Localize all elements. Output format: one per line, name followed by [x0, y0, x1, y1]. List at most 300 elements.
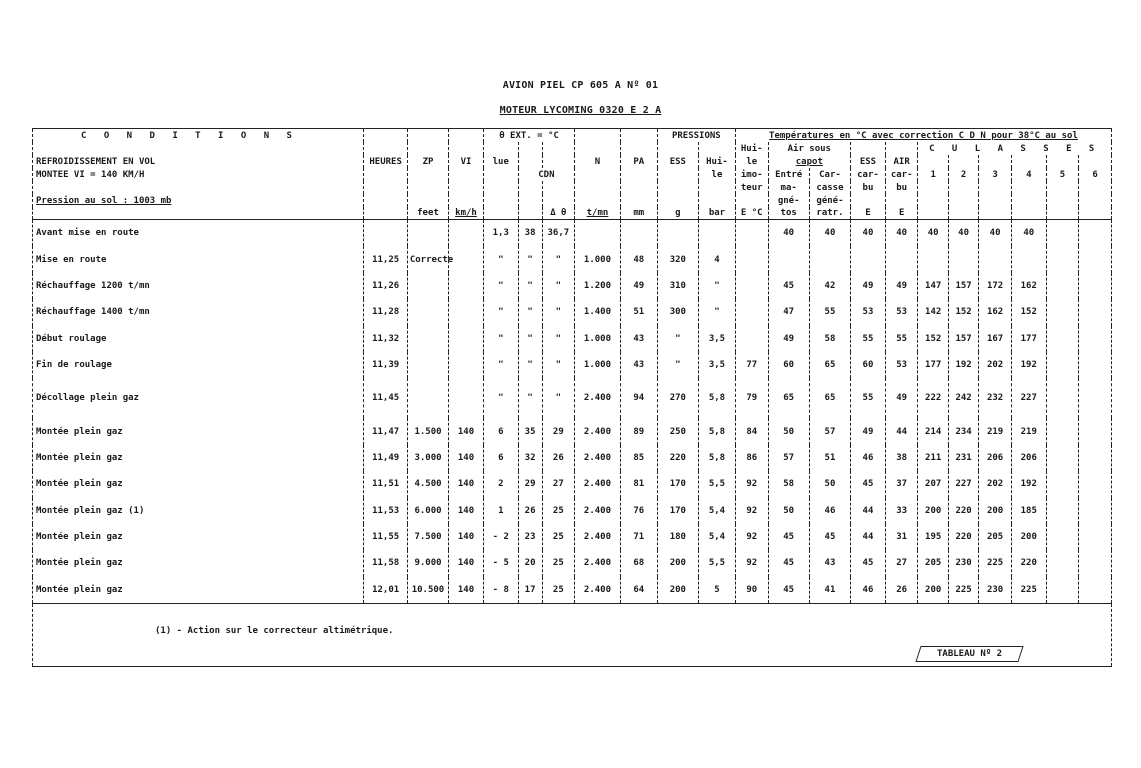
cell-lue: - 8	[483, 577, 518, 604]
cell-ph: 5,8	[699, 418, 736, 444]
cell-ta: 31	[885, 524, 918, 550]
unit-oil-temp	[735, 207, 768, 220]
cyl-5-header: 5	[1046, 168, 1079, 181]
cell-vi: 140	[449, 577, 484, 604]
cell-pa: 85	[620, 445, 657, 471]
cell-h: 11,28	[364, 299, 407, 325]
cell-lue: - 2	[483, 524, 518, 550]
cell-vi: 140	[449, 498, 484, 524]
cell-empty	[1079, 577, 1112, 604]
cell-ae: 50	[768, 498, 809, 524]
cell-d: 29	[542, 418, 575, 444]
cell-c1: 214	[918, 418, 948, 444]
cyl-1-header: 1	[918, 168, 948, 181]
cell-ac: 43	[809, 550, 850, 576]
cell-ta: 55	[885, 326, 918, 352]
cell-pa: 89	[620, 418, 657, 444]
cell-empty	[1079, 326, 1112, 352]
cell-zp: 4.500	[407, 471, 448, 497]
cell-c3: 219	[979, 418, 1012, 444]
cell-pa: 43	[620, 326, 657, 352]
cell-lue: 1	[483, 498, 518, 524]
cell-empty	[1079, 524, 1112, 550]
cell-ac: 51	[809, 445, 850, 471]
cell-cond: Avant mise en route	[33, 220, 364, 247]
cell-cond: Réchauffage 1200 t/mn	[33, 273, 364, 299]
cell-pa: 43	[620, 352, 657, 378]
air-under-cowl-header: Air sous	[768, 142, 851, 155]
cell-ph: 4	[699, 246, 736, 272]
cell-pe: 320	[657, 246, 698, 272]
cell-n: 1.000	[575, 246, 621, 272]
cell-c1: 200	[918, 498, 948, 524]
cell-c2: 152	[948, 299, 978, 325]
cell-c2: 225	[948, 577, 978, 604]
cell-n: 2.400	[575, 550, 621, 576]
cell-cond: Montée plein gaz	[33, 524, 364, 550]
cell-ae: 40	[768, 220, 809, 247]
cell-d: "	[542, 273, 575, 299]
cell-c2: 220	[948, 524, 978, 550]
cell-n: 1.400	[575, 299, 621, 325]
cyl-6-header: 6	[1079, 168, 1112, 181]
cell-lue: 2	[483, 471, 518, 497]
cell-ph: 5,8	[699, 445, 736, 471]
cell-zp: 9.000	[407, 550, 448, 576]
unit-e: E	[740, 208, 747, 218]
cell-lue: 6	[483, 418, 518, 444]
magneto-inlet-header: Entré	[768, 168, 809, 181]
cell-th	[735, 299, 768, 325]
cell-th	[735, 326, 768, 352]
table-row	[33, 299, 1112, 325]
cell-c1: 222	[918, 378, 948, 418]
cell-c2: 40	[948, 220, 978, 247]
cell-lue: "	[483, 326, 518, 352]
cell-cond: Montée plein gaz	[33, 471, 364, 497]
document-title: AVION PIEL CP 605 A Nº 01	[502, 80, 659, 91]
cell-zp	[407, 352, 448, 378]
cell-d: 25	[542, 524, 575, 550]
cell-ph: 3,5	[699, 326, 736, 352]
cell-h: 11,51	[364, 471, 407, 497]
cell-ae: 45	[768, 524, 809, 550]
cell-c1: 147	[918, 273, 948, 299]
cell-cdn: 38	[518, 220, 542, 247]
cell-c4: 227	[1011, 378, 1046, 418]
cell-n: 2.400	[575, 577, 621, 604]
cell-lue: "	[483, 299, 518, 325]
cell-n	[575, 220, 621, 247]
unit-delta: Δ θ	[542, 207, 575, 220]
cell-c4: 192	[1011, 471, 1046, 497]
cell-th: 86	[735, 445, 768, 471]
cell-zp: Correcte	[407, 246, 448, 272]
cell-vi: 140	[449, 550, 484, 576]
cell-c3: 200	[979, 498, 1012, 524]
oil-temp-header-4: teur	[735, 181, 768, 194]
carter-header-3: géné-	[809, 194, 850, 207]
cell-c1: 152	[918, 326, 948, 352]
cell-pa: 51	[620, 299, 657, 325]
ext-temp-header: θ EXT. = °C	[483, 129, 574, 143]
cell-c3: 202	[979, 352, 1012, 378]
cell-c2: 242	[948, 378, 978, 418]
table-row	[33, 220, 1112, 247]
cell-c3: 202	[979, 471, 1012, 497]
table-row	[33, 577, 1112, 604]
cell-vi	[449, 246, 484, 272]
cell-pa: 64	[620, 577, 657, 604]
air-temp-header: AIR	[885, 155, 918, 168]
cell-vi	[449, 273, 484, 299]
cell-te	[851, 246, 886, 272]
cell-zp	[407, 273, 448, 299]
cell-d: "	[542, 326, 575, 352]
cell-ph	[699, 220, 736, 247]
cell-ac: 40	[809, 220, 850, 247]
cell-pa: 94	[620, 378, 657, 418]
header-row-2	[33, 142, 1112, 155]
carter-header-4: ratr.	[809, 207, 850, 220]
n-header: N	[575, 155, 621, 168]
cell-empty	[1079, 471, 1112, 497]
cell-ta: 44	[885, 418, 918, 444]
table-row	[33, 524, 1112, 550]
unit-kmh: km/h	[449, 207, 484, 220]
cell-c3: 167	[979, 326, 1012, 352]
cell-cdn: "	[518, 352, 542, 378]
cell-vi	[449, 220, 484, 247]
cell-ac: 55	[809, 299, 850, 325]
cell-te: 49	[851, 273, 886, 299]
cell-n: 1.000	[575, 352, 621, 378]
cell-th: 92	[735, 471, 768, 497]
cell-pe: 250	[657, 418, 698, 444]
cell-h: 11,58	[364, 550, 407, 576]
cell-vi	[449, 326, 484, 352]
cell-te: 44	[851, 498, 886, 524]
cell-h: 11,47	[364, 418, 407, 444]
cell-c2: 220	[948, 498, 978, 524]
cell-lue: 1,3	[483, 220, 518, 247]
table-row	[33, 418, 1112, 444]
cell-pa: 76	[620, 498, 657, 524]
cell-c1: 205	[918, 550, 948, 576]
cell-h: 11,49	[364, 445, 407, 471]
cell-zp	[407, 378, 448, 418]
cell-cdn: 20	[518, 550, 542, 576]
zp-header: ZP	[407, 155, 448, 168]
unit-e-ess: E	[851, 207, 886, 220]
table-number-text: TABLEAU Nº 2	[936, 649, 1002, 660]
table-body	[33, 220, 1112, 604]
cell-d: 26	[542, 445, 575, 471]
air-carbu-header-2: bu	[885, 181, 918, 194]
table-row	[33, 498, 1112, 524]
cell-empty	[1079, 273, 1112, 299]
table-row	[33, 550, 1112, 576]
cell-ae: 60	[768, 352, 809, 378]
cell-n: 2.400	[575, 524, 621, 550]
cell-cond: Début roulage	[33, 326, 364, 352]
cell-ta: 40	[885, 220, 918, 247]
pressions-header: PRESSIONS	[657, 129, 735, 143]
cell-c4: 200	[1011, 524, 1046, 550]
cell-c2: 230	[948, 550, 978, 576]
cell-n: 2.400	[575, 378, 621, 418]
cell-ae: 57	[768, 445, 809, 471]
cell-ac: 57	[809, 418, 850, 444]
heures-header: HEURES	[364, 155, 407, 168]
cell-c1: 142	[918, 299, 948, 325]
cell-c4: 206	[1011, 445, 1046, 471]
cell-empty	[1046, 326, 1079, 352]
cell-ta: 26	[885, 577, 918, 604]
cell-c1: 195	[918, 524, 948, 550]
cell-lue: "	[483, 352, 518, 378]
cell-pe: "	[657, 326, 698, 352]
cell-pa: 48	[620, 246, 657, 272]
cell-zp	[407, 220, 448, 247]
cell-empty	[1079, 418, 1112, 444]
cell-cdn: "	[518, 246, 542, 272]
cell-th	[735, 246, 768, 272]
cell-cdn: "	[518, 326, 542, 352]
cell-n: 1.000	[575, 326, 621, 352]
cell-ae: 58	[768, 471, 809, 497]
cell-empty	[1046, 524, 1079, 550]
cell-d: 25	[542, 498, 575, 524]
header-row-5	[33, 181, 1112, 194]
cell-pe: 270	[657, 378, 698, 418]
cell-c3: 225	[979, 550, 1012, 576]
table-row	[33, 273, 1112, 299]
cell-pa: 68	[620, 550, 657, 576]
cell-te: 55	[851, 378, 886, 418]
pa-header: PA	[620, 155, 657, 168]
cell-cond: Montée plein gaz (1)	[33, 498, 364, 524]
cell-cond: Montée plein gaz	[33, 550, 364, 576]
cyl-4-header: 4	[1011, 168, 1046, 181]
cell-d: 25	[542, 577, 575, 604]
cell-cdn: 17	[518, 577, 542, 604]
phase-label: REFROIDISSEMENT EN VOL	[33, 155, 364, 168]
unit-tmn: t/mn	[575, 207, 621, 220]
cell-c2: 231	[948, 445, 978, 471]
header-row-1	[33, 129, 1112, 143]
cell-zp: 3.000	[407, 445, 448, 471]
cell-c4: 220	[1011, 550, 1046, 576]
cell-d: "	[542, 378, 575, 418]
cell-ta: 53	[885, 352, 918, 378]
cell-ph: 5,5	[699, 471, 736, 497]
cdn-header: CDN	[518, 168, 575, 181]
cell-c4: 152	[1011, 299, 1046, 325]
cell-cond: Montée plein gaz	[33, 445, 364, 471]
cell-pe: 220	[657, 445, 698, 471]
cell-pe: 200	[657, 550, 698, 576]
cell-th: 90	[735, 577, 768, 604]
cell-c1: 200	[918, 577, 948, 604]
oil-temp-header-2: le	[735, 155, 768, 168]
cell-empty	[1046, 550, 1079, 576]
cell-pa: 49	[620, 273, 657, 299]
cell-empty	[1046, 498, 1079, 524]
table-row	[33, 378, 1112, 418]
carter-header-2: casse	[809, 181, 850, 194]
cell-h: 11,32	[364, 326, 407, 352]
cell-ph: 5,8	[699, 378, 736, 418]
unit-g: g	[657, 207, 698, 220]
cell-cond: Montée plein gaz	[33, 418, 364, 444]
cell-ae	[768, 246, 809, 272]
cell-c4: 40	[1011, 220, 1046, 247]
cell-te: 53	[851, 299, 886, 325]
cell-ph: 5,5	[699, 550, 736, 576]
unit-bar: bar	[699, 207, 736, 220]
cell-lue: "	[483, 378, 518, 418]
cell-ac: 65	[809, 352, 850, 378]
ess-carbu-header-2: bu	[851, 181, 886, 194]
cell-h: 11,39	[364, 352, 407, 378]
unit-feet: feet	[407, 207, 448, 220]
cell-zp	[407, 299, 448, 325]
cell-c4: 225	[1011, 577, 1046, 604]
cell-te: 46	[851, 445, 886, 471]
cell-cond: Mise en route	[33, 246, 364, 272]
cell-ta: 49	[885, 378, 918, 418]
cell-pa	[620, 220, 657, 247]
cell-pe	[657, 220, 698, 247]
cell-empty	[1079, 220, 1112, 247]
cell-cdn: 35	[518, 418, 542, 444]
cell-lue: "	[483, 246, 518, 272]
cell-vi: 140	[449, 524, 484, 550]
table-row	[33, 326, 1112, 352]
cell-c4: 192	[1011, 352, 1046, 378]
cell-cdn: 32	[518, 445, 542, 471]
cell-th	[735, 220, 768, 247]
cell-ta: 38	[885, 445, 918, 471]
cell-h: 11,26	[364, 273, 407, 299]
cell-cond: Fin de roulage	[33, 352, 364, 378]
cell-ph: "	[699, 273, 736, 299]
cell-th: 79	[735, 378, 768, 418]
cell-cdn: "	[518, 299, 542, 325]
cell-pe: 180	[657, 524, 698, 550]
cell-cdn: 29	[518, 471, 542, 497]
table-row	[33, 246, 1112, 272]
cell-th: 84	[735, 418, 768, 444]
air-under-cowl-header-2: capot	[768, 155, 851, 168]
cell-d: 25	[542, 550, 575, 576]
cell-pe: "	[657, 352, 698, 378]
cell-c4: 177	[1011, 326, 1046, 352]
cell-pa: 81	[620, 471, 657, 497]
cell-c4: 162	[1011, 273, 1046, 299]
cell-c3: 162	[979, 299, 1012, 325]
cell-ta: 53	[885, 299, 918, 325]
cell-cdn: "	[518, 378, 542, 418]
carter-header: Car-	[809, 168, 850, 181]
cell-ac: 41	[809, 577, 850, 604]
cell-ae: 45	[768, 273, 809, 299]
magneto-inlet-header-4: tos	[768, 207, 809, 220]
cell-empty	[1079, 246, 1112, 272]
cell-cond: Décollage plein gaz	[33, 378, 364, 418]
cell-ph: 5	[699, 577, 736, 604]
cell-ac: 50	[809, 471, 850, 497]
cell-te: 55	[851, 326, 886, 352]
cell-empty	[1046, 378, 1079, 418]
conditions-header: C O N D I T I O N S	[33, 129, 364, 143]
culasses-header: C U L A S S E S	[918, 142, 1112, 155]
cell-empty	[1046, 577, 1079, 604]
cell-te: 44	[851, 524, 886, 550]
cell-empty	[1079, 299, 1112, 325]
cell-d: 36,7	[542, 220, 575, 247]
cell-pe: 170	[657, 471, 698, 497]
cell-c3: 205	[979, 524, 1012, 550]
cell-c1: 177	[918, 352, 948, 378]
ess-carbu-header: car-	[851, 168, 886, 181]
cell-ph: 3,5	[699, 352, 736, 378]
cell-ta: 37	[885, 471, 918, 497]
cell-h: 11,45	[364, 378, 407, 418]
cell-vi	[449, 299, 484, 325]
cell-pe: 200	[657, 577, 698, 604]
cell-cond: Réchauffage 1400 t/mn	[33, 299, 364, 325]
cell-c3	[979, 246, 1012, 272]
cell-d: "	[542, 352, 575, 378]
cell-ae: 45	[768, 550, 809, 576]
cyl-2-header: 2	[948, 168, 978, 181]
document-subtitle	[0, 105, 1141, 116]
cell-te: 60	[851, 352, 886, 378]
cell-n: 2.400	[575, 445, 621, 471]
cell-empty	[1046, 352, 1079, 378]
magneto-inlet-header-3: gné-	[768, 194, 809, 207]
cell-pe: 170	[657, 498, 698, 524]
cell-empty	[1079, 498, 1112, 524]
engine-title: MOTEUR LYCOMING 0320 E 2 A	[499, 105, 662, 116]
cell-zp	[407, 326, 448, 352]
cell-ph: 5,4	[699, 524, 736, 550]
header-row-6	[33, 194, 1112, 207]
cell-empty	[1046, 471, 1079, 497]
lue-header: lue	[483, 155, 518, 168]
cell-ae: 49	[768, 326, 809, 352]
cell-empty	[1046, 220, 1079, 247]
cell-th: 92	[735, 550, 768, 576]
cell-zp: 6.000	[407, 498, 448, 524]
cell-ac	[809, 246, 850, 272]
cell-c4: 219	[1011, 418, 1046, 444]
units-row	[33, 207, 1112, 220]
cell-ac: 46	[809, 498, 850, 524]
cell-ac: 58	[809, 326, 850, 352]
unit-deg: °C	[751, 208, 763, 218]
cell-zp: 10.500	[407, 577, 448, 604]
cell-ta: 33	[885, 498, 918, 524]
cell-c3: 206	[979, 445, 1012, 471]
cooling-data-table	[32, 128, 1112, 667]
cell-h: 11,25	[364, 246, 407, 272]
cell-empty	[1046, 299, 1079, 325]
ess-pressure-header: ESS	[657, 155, 698, 168]
ess-temp-header: ESS	[851, 155, 886, 168]
